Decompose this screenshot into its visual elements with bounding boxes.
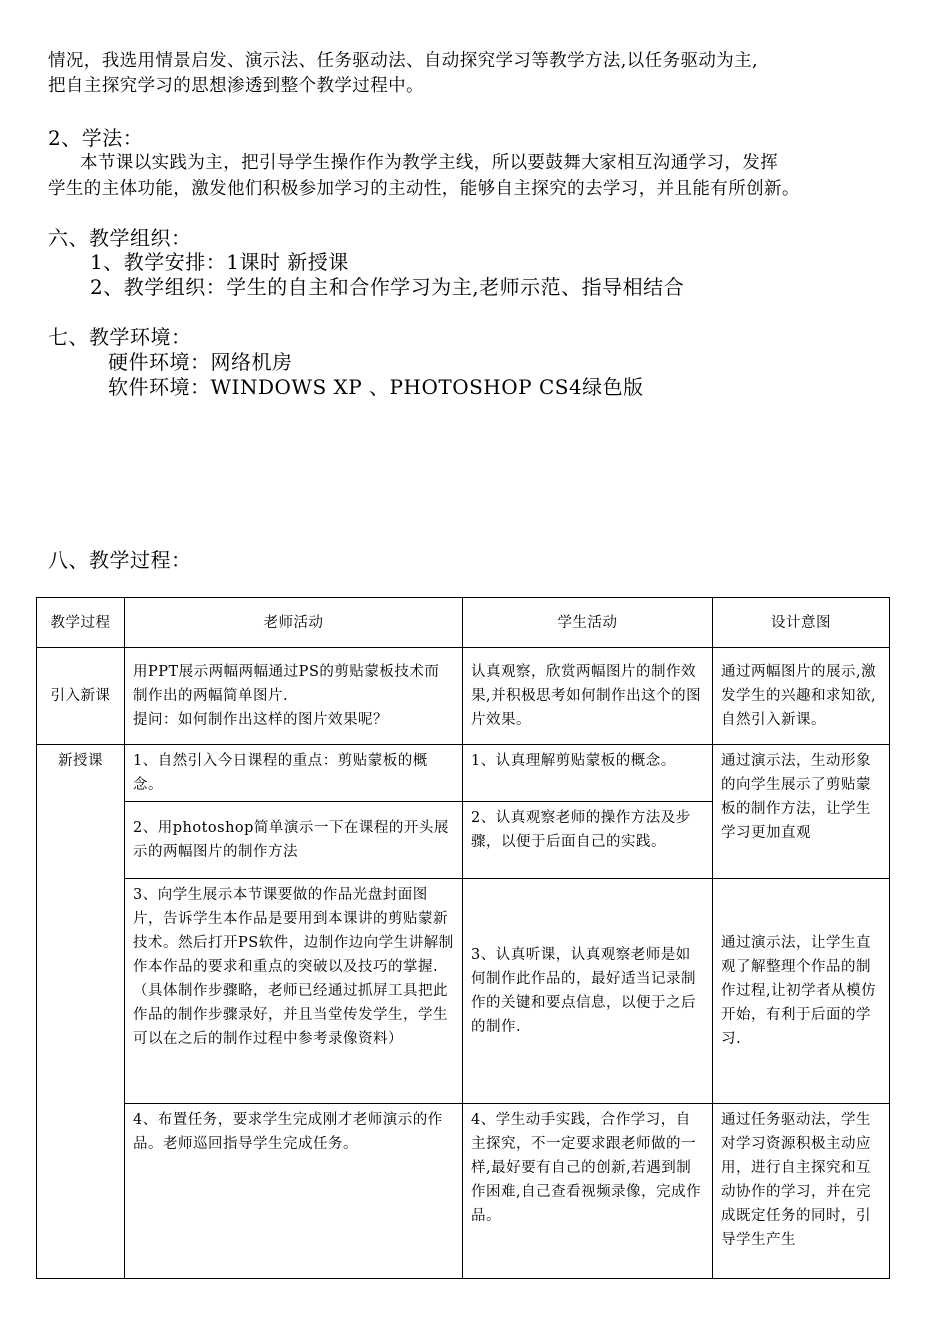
- student-cell: 1、认真理解剪贴蒙板的概念。: [463, 745, 713, 802]
- table-row: [37, 745, 890, 802]
- environment-hardware: 硬件环境：网络机房: [108, 350, 293, 374]
- teacher-cell: 2、用photoshop简单演示一下在课程的开头展示的两幅图片的制作方法: [125, 802, 463, 879]
- intent-cell: 通过两幅图片的展示,激发学生的兴趣和求知欲,自然引入新课。: [713, 648, 890, 745]
- table-row: [37, 648, 890, 745]
- intro-line-1: 情况，我选用情景启发、演示法、任务驱动法、自动探究学习等教学方法,以任务驱动为主,: [48, 51, 759, 71]
- environment-software: 软件环境：WINDOWS XP 、PHOTOSHOP CS4绿色版: [108, 375, 644, 399]
- organization-heading: 六、教学组织：: [48, 226, 192, 250]
- teacher-cell: 3、向学生展示本节课要做的作品光盘封面图片，告诉学生本作品是要用到本课讲的剪贴蒙新技术。然后打开PS软件，边制作边向学生讲解制作本作品的要求和重点的突破以及技巧的掌握. （具体制作步骤略，老师已经通过抓屏工具把此作品的制作步骤录好，并且当堂传发学生，学生可以在之后的制作过程中参考录像资料）: [125, 879, 463, 1104]
- student-cell: 4、学生动手实践，合作学习，自主探究，不一定要求跟老师做的一样,最好要有自己的创新,若遇到制作困难,自己查看视频录像，完成作品。: [463, 1104, 713, 1279]
- table-row: [37, 879, 890, 1104]
- organization-item-2: 2、教学组织：学生的自主和合作学习为主,老师示范、指导相结合: [90, 275, 685, 299]
- teacher-cell: 4、布置任务，要求学生完成刚才老师演示的作品。老师巡回指导学生完成任务。: [125, 1104, 463, 1279]
- table-header-row: [37, 598, 890, 648]
- table-row: [37, 1104, 890, 1279]
- intent-cell: 通过演示法，让学生直观了解整理个作品的制作过程,让初学者从模仿开始，有利于后面的学习.: [713, 879, 890, 1104]
- study-method-line-2: 学生的主体功能，激发他们积极参加学习的主动性，能够自主探究的去学习，并且能有所创新。: [48, 179, 800, 199]
- stage-cell: 引入新课: [37, 648, 125, 745]
- header-teacher: 老师活动: [125, 598, 463, 648]
- stage-cell: 新授课: [37, 745, 125, 1279]
- organization-item-1: 1、教学安排：1课时 新授课: [90, 250, 349, 274]
- intent-cell: 通过任务驱动法，学生对学习资源积极主动应用，进行自主探究和互动协作的学习，并在完成既定任务的同时，引导学生产生: [713, 1104, 890, 1279]
- intro-line-2: 把自主探究学习的思想渗透到整个教学过程中。: [48, 76, 424, 96]
- header-student: 学生活动: [463, 598, 713, 648]
- study-method-heading: 2、学法：: [48, 126, 144, 150]
- header-intent: 设计意图: [713, 598, 890, 648]
- student-cell: 认真观察，欣赏两幅图片的制作效果,并积极思考如何制作出这个的图片效果。: [463, 648, 713, 745]
- intent-cell: 通过演示法，生动形象的向学生展示了剪贴蒙板的制作方法，让学生学习更加直观: [713, 745, 890, 879]
- student-cell: 3、认真听课，认真观察老师是如何制作此作品的，最好适当记录制作的关键和要点信息，以便于之后的制作.: [463, 879, 713, 1104]
- teaching-process-table: [36, 597, 890, 1279]
- teacher-cell: 1、自然引入今日课程的重点：剪贴蒙板的概念。: [125, 745, 463, 802]
- teacher-cell: 用PPT展示两幅两幅通过PS的剪贴蒙板技术而制作出的两幅简单图片. 提问：如何制作出这样的图片效果呢？: [125, 648, 463, 745]
- student-cell: 2、认真观察老师的操作方法及步骤，以便于后面自己的实践。: [463, 802, 713, 879]
- environment-heading: 七、教学环境：: [48, 325, 192, 349]
- header-stage: 教学过程: [37, 598, 125, 648]
- process-heading: 八、教学过程：: [48, 548, 192, 572]
- study-method-line-1: 本节课以实践为主，把引导学生操作作为教学主线，所以要鼓舞大家相互沟通学习，发挥: [80, 153, 779, 173]
